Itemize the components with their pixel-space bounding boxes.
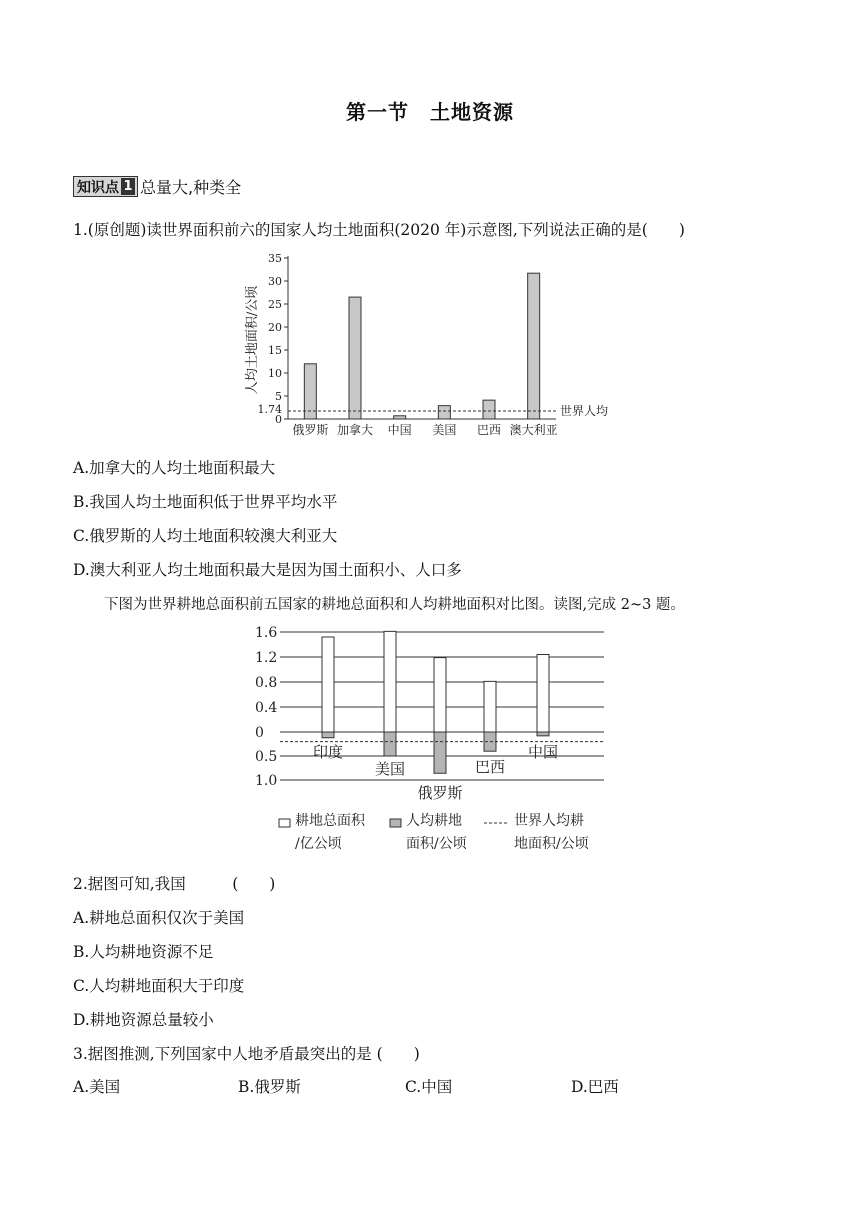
question-2-option-b: B.人均耕地资源不足 xyxy=(73,943,214,961)
question-1-option-c: C.俄罗斯的人均土地面积较澳大利亚大 xyxy=(73,527,338,545)
chart-land-per-capita xyxy=(240,248,630,443)
chart2-legend-label-total: /亿公顷 xyxy=(295,836,342,852)
question-3-option-a: A.美国 xyxy=(73,1078,121,1096)
chart1-reference-tick-label: 1.74 xyxy=(257,402,282,416)
chart1-category-label: 中国 xyxy=(387,423,412,437)
chart2-legend-label-per-capita: 人均耕地 xyxy=(406,813,462,829)
chart2-per-capita-bar xyxy=(384,732,396,756)
question-1-option-b: B.我国人均土地面积低于世界平均水平 xyxy=(73,493,338,511)
knowledge-point-number: 1 xyxy=(121,178,135,195)
chart2-total-area-bar xyxy=(537,655,549,733)
chart2-per-capita-bar xyxy=(322,732,334,738)
chart2-legend-label-per-capita: 面积/公顷 xyxy=(406,836,467,852)
question-1-option-a: A.加拿大的人均土地面积最大 xyxy=(73,459,276,477)
knowledge-point-badge: 知识点 1 xyxy=(73,176,138,197)
chart2-total-area-bar xyxy=(384,631,396,732)
intro-questions-2-3: 下图为世界耕地总面积前五国家的耕地总面积和人均耕地面积对比图。读图,完成 2~3 题。 xyxy=(104,597,685,613)
chart2-per-capita-bar xyxy=(537,732,549,736)
chart-arable-land xyxy=(240,620,620,860)
chart1-bar xyxy=(394,416,406,419)
question-1-option-d: D.澳大利亚人均土地面积最大是因为国土面积小、人口多 xyxy=(73,561,462,579)
chart1-bar xyxy=(438,406,450,419)
chart2-category-label: 巴西 xyxy=(474,758,506,776)
chart2-legend-swatch-per-capita xyxy=(390,819,401,827)
chart1-y-tick-label: 5 xyxy=(275,390,282,403)
chart2-lower-tick-label: 1.0 xyxy=(255,773,278,789)
chart1-y-tick-label: 0 xyxy=(275,413,282,426)
question-3-option-d: D.巴西 xyxy=(571,1078,619,1096)
chart1-category-label: 俄罗斯 xyxy=(292,423,329,437)
chart2-category-label: 中国 xyxy=(527,743,559,761)
chart1-y-tick-label: 35 xyxy=(268,252,282,265)
chart1-y-tick-label: 20 xyxy=(268,321,282,334)
chart2-per-capita-bar xyxy=(434,732,446,773)
question-2-stem: 2.据图可知,我国 ( ) xyxy=(73,875,276,893)
question-3-option-c: C.中国 xyxy=(405,1078,453,1096)
chart1-y-tick-label: 15 xyxy=(268,344,282,357)
chart1-reference-label: 世界人均 xyxy=(560,403,609,418)
chart2-legend-label-world: 世界人均耕 xyxy=(514,813,584,829)
chart2-category-label: 印度 xyxy=(312,743,344,761)
chart1-bar xyxy=(483,400,495,419)
chart2-upper-tick-label: 0.8 xyxy=(255,675,278,691)
chart2-category-label: 俄罗斯 xyxy=(417,784,463,802)
question-2-option-c: C.人均耕地面积大于印度 xyxy=(73,977,245,995)
question-3-stem: 3.据图推测,下列国家中人地矛盾最突出的是 ( ) xyxy=(73,1045,420,1063)
chart1-y-tick-label: 30 xyxy=(268,275,282,288)
chart2-upper-tick-label: 1.2 xyxy=(255,650,278,666)
question-2-option-a: A.耕地总面积仅次于美国 xyxy=(73,909,245,927)
chart2-category-label: 美国 xyxy=(374,760,406,778)
chart2-legend-swatch-total xyxy=(279,819,290,827)
knowledge-point-heading xyxy=(73,175,241,198)
chart1-bar xyxy=(528,273,540,419)
chart1-y-tick-label: 10 xyxy=(268,367,282,380)
chart2-total-area-bar xyxy=(322,637,334,732)
chart2-upper-tick-label: 1.6 xyxy=(255,625,278,641)
knowledge-point-text: 总量大,种类全 xyxy=(140,178,242,197)
question-3-option-b: B.俄罗斯 xyxy=(238,1078,301,1096)
chart2-lower-tick-label: 0.5 xyxy=(255,749,278,765)
chart1-category-label: 澳大利亚 xyxy=(509,423,558,437)
chart2-total-area-bar xyxy=(484,681,496,732)
chart2-legend-label-total: 耕地总面积 xyxy=(295,813,365,829)
chart1-category-label: 美国 xyxy=(432,423,457,437)
page-title: 第一节 土地资源 xyxy=(346,100,514,124)
chart2-total-area-bar xyxy=(434,658,446,732)
question-2-option-d: D.耕地资源总量较小 xyxy=(73,1011,214,1029)
chart1-y-tick-label: 25 xyxy=(268,298,282,311)
chart2-upper-tick-label: 0 xyxy=(255,725,264,741)
chart1-category-label: 加拿大 xyxy=(336,423,374,437)
chart1-y-axis-label: 人均土地面积/公顷 xyxy=(245,285,260,395)
chart1-category-label: 巴西 xyxy=(476,423,502,437)
chart2-upper-tick-label: 0.4 xyxy=(255,700,278,716)
question-1-stem: 1.(原创题)读世界面积前六的国家人均土地面积(2020 年)示意图,下列说法正确的是( ) xyxy=(73,221,685,239)
chart2-legend-label-world: 地面积/公顷 xyxy=(514,836,589,852)
chart1-bar xyxy=(349,297,361,419)
